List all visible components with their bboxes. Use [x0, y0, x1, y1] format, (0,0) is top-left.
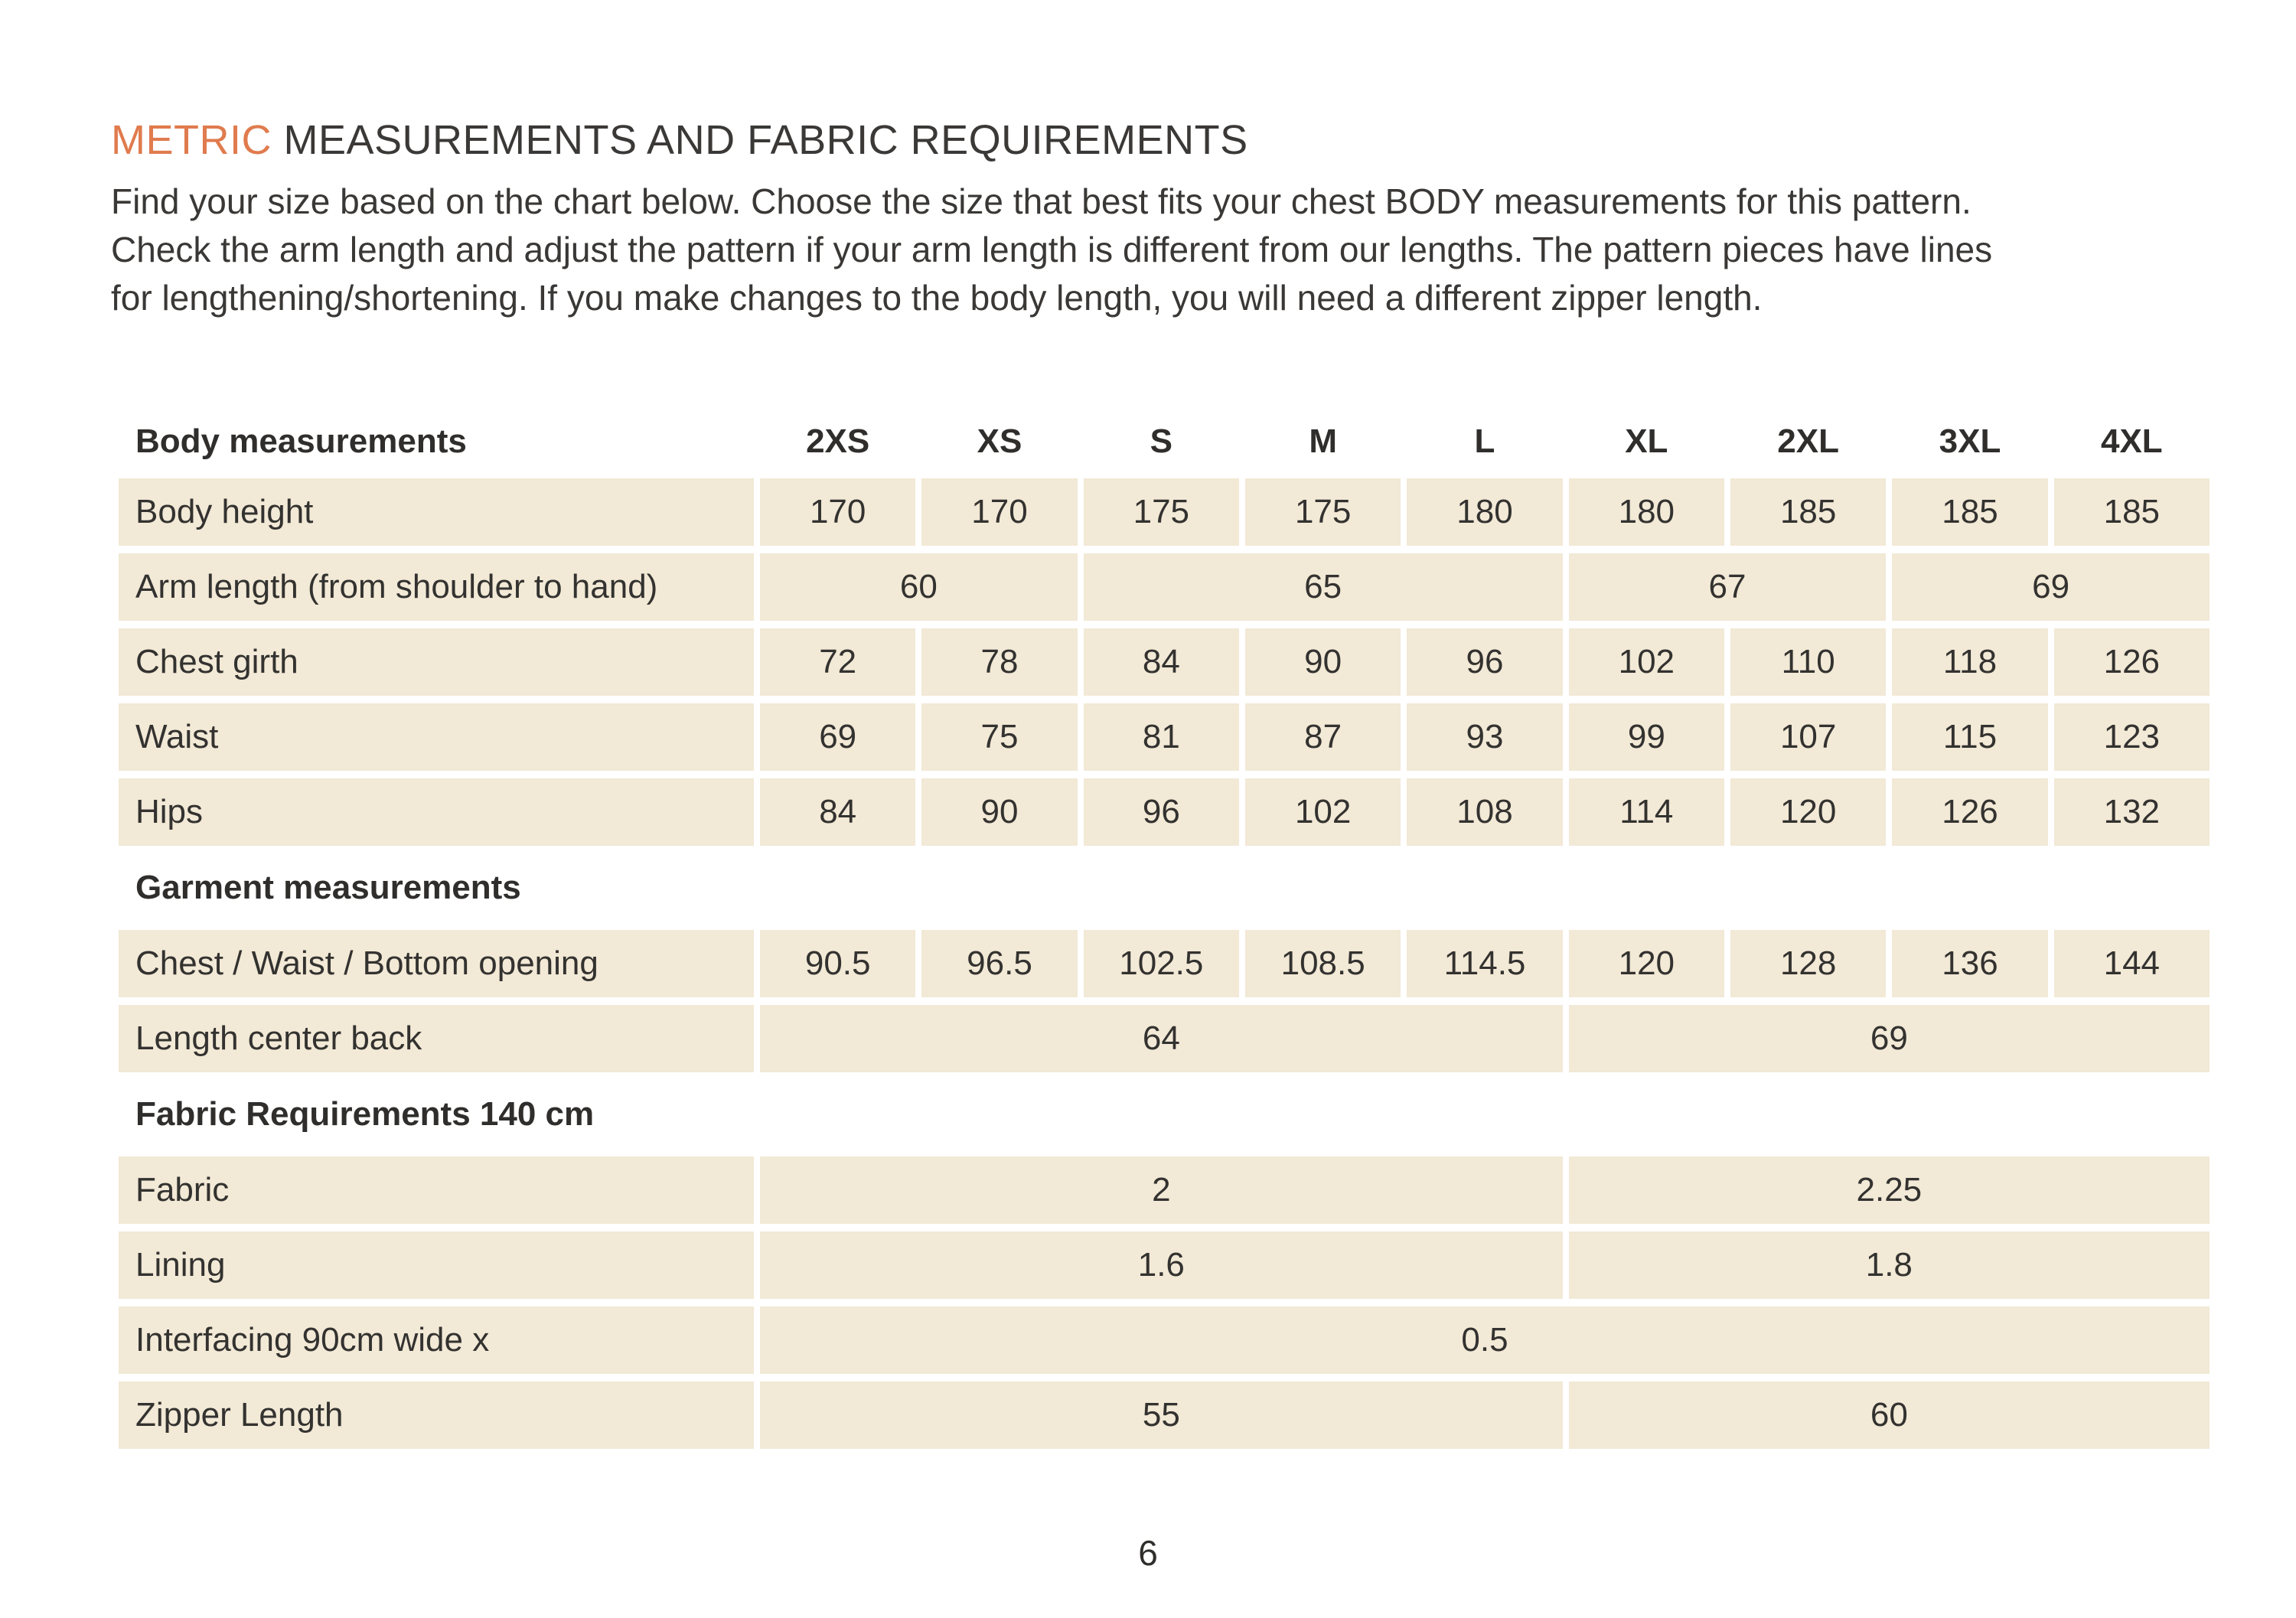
- value-cell: 1.8: [1569, 1231, 2210, 1299]
- table-data-row: [119, 778, 2210, 846]
- value-cell: 55: [760, 1381, 1563, 1449]
- size-column-header: XL: [1625, 422, 1668, 460]
- size-column-header: L: [1474, 422, 1495, 460]
- title-rest: MEASUREMENTS AND FABRIC REQUIREMENTS: [271, 117, 1248, 163]
- row-label: Chest girth: [119, 628, 754, 696]
- value-cell: 65: [1084, 553, 1563, 621]
- table-header-row: [119, 417, 2210, 466]
- value-cell: 99: [1569, 703, 1724, 771]
- value-cell: 90.5: [760, 930, 915, 997]
- size-column-header: M: [1309, 422, 1337, 460]
- value-cell: 114: [1569, 778, 1724, 846]
- table-data-row: [119, 703, 2210, 771]
- size-column-header: 4XL: [2100, 422, 2163, 460]
- value-cell: 110: [1730, 628, 1886, 696]
- value-cell: 108.5: [1245, 930, 1401, 997]
- value-cell: 60: [760, 553, 1078, 621]
- table-data-row: [119, 478, 2210, 546]
- table-data-row: [119, 553, 2210, 621]
- size-column-header: 2XL: [1777, 422, 1839, 460]
- value-cell: 126: [2054, 628, 2210, 696]
- row-label: Body height: [119, 478, 754, 546]
- value-cell: 87: [1245, 703, 1401, 771]
- value-cell: 120: [1730, 778, 1886, 846]
- value-cell: 78: [921, 628, 1077, 696]
- title-highlight: METRIC: [111, 117, 272, 163]
- value-cell: 72: [760, 628, 915, 696]
- row-label: Interfacing 90cm wide x: [119, 1306, 754, 1374]
- intro-paragraph: [111, 178, 1992, 322]
- value-cell: 180: [1569, 478, 1724, 546]
- value-cell: 60: [1569, 1381, 2210, 1449]
- value-cell: 115: [1892, 703, 2047, 771]
- size-column-header: 2XS: [806, 422, 870, 460]
- size-column-header: XS: [977, 422, 1022, 460]
- value-cell: 69: [1892, 553, 2210, 621]
- value-cell: 67: [1569, 553, 1887, 621]
- value-cell: 64: [760, 1005, 1563, 1072]
- value-cell: 175: [1245, 478, 1401, 546]
- value-cell: 102: [1245, 778, 1401, 846]
- table-header-label: Body measurements: [135, 422, 467, 460]
- value-cell: 102: [1569, 628, 1724, 696]
- value-cell: 96: [1407, 628, 1562, 696]
- row-label: Waist: [119, 703, 754, 771]
- value-cell: 0.5: [760, 1306, 2210, 1374]
- table-data-row: [119, 1231, 2210, 1299]
- value-cell: 84: [1084, 628, 1239, 696]
- value-cell: 2.25: [1569, 1156, 2210, 1224]
- table-data-row: [119, 1156, 2210, 1224]
- table-data-row: [119, 1306, 2210, 1374]
- size-chart-table: [119, 417, 2210, 1457]
- size-column-header: S: [1150, 422, 1172, 460]
- value-cell: 144: [2054, 930, 2210, 997]
- value-cell: 81: [1084, 703, 1239, 771]
- value-cell: 93: [1407, 703, 1562, 771]
- intro-line: Find your size based on the chart below. Choose the size that best fits your chest BODY measurements for this pattern.: [111, 181, 1971, 221]
- value-cell: 185: [1892, 478, 2047, 546]
- value-cell: 136: [1892, 930, 2047, 997]
- table-data-row: [119, 1381, 2210, 1449]
- table-data-row: [119, 1005, 2210, 1072]
- table-data-row: [119, 930, 2210, 997]
- size-column-header: 3XL: [1939, 422, 2001, 460]
- value-cell: 132: [2054, 778, 2210, 846]
- intro-line: for lengthening/shortening. If you make changes to the body length, you will need a different zipper length.: [111, 278, 1763, 318]
- section-header-label: Garment measurements: [135, 869, 521, 906]
- value-cell: 185: [2054, 478, 2210, 546]
- table-section-row: [119, 853, 2210, 922]
- table-data-row: [119, 628, 2210, 696]
- row-label: Zipper Length: [119, 1381, 754, 1449]
- value-cell: 128: [1730, 930, 1886, 997]
- value-cell: 96.5: [921, 930, 1077, 997]
- value-cell: 102.5: [1084, 930, 1239, 997]
- value-cell: 180: [1407, 478, 1562, 546]
- row-label: Arm length (from shoulder to hand): [119, 553, 754, 621]
- row-label: Length center back: [119, 1005, 754, 1072]
- value-cell: 90: [1245, 628, 1401, 696]
- value-cell: 175: [1084, 478, 1239, 546]
- value-cell: 90: [921, 778, 1077, 846]
- value-cell: 114.5: [1407, 930, 1562, 997]
- value-cell: 185: [1730, 478, 1886, 546]
- value-cell: 170: [921, 478, 1077, 546]
- value-cell: 75: [921, 703, 1077, 771]
- value-cell: 2: [760, 1156, 1563, 1224]
- value-cell: 118: [1892, 628, 2047, 696]
- value-cell: 69: [760, 703, 915, 771]
- value-cell: 96: [1084, 778, 1239, 846]
- row-label: Lining: [119, 1231, 754, 1299]
- value-cell: 107: [1730, 703, 1886, 771]
- value-cell: 69: [1569, 1005, 2210, 1072]
- section-header-label: Fabric Requirements 140 cm: [135, 1095, 595, 1133]
- value-cell: 126: [1892, 778, 2047, 846]
- page-title: [111, 116, 1248, 164]
- value-cell: 170: [760, 478, 915, 546]
- table-section-row: [119, 1080, 2210, 1149]
- value-cell: 1.6: [760, 1231, 1563, 1299]
- value-cell: 84: [760, 778, 915, 846]
- intro-line: Check the arm length and adjust the pattern if your arm length is different from our lengths. The pattern pieces have lines: [111, 230, 1993, 269]
- value-cell: 120: [1569, 930, 1724, 997]
- page-number: 6: [1138, 1533, 1158, 1573]
- value-cell: 108: [1407, 778, 1562, 846]
- row-label: Chest / Waist / Bottom opening: [119, 930, 754, 997]
- row-label: Fabric: [119, 1156, 754, 1224]
- value-cell: 123: [2054, 703, 2210, 771]
- row-label: Hips: [119, 778, 754, 846]
